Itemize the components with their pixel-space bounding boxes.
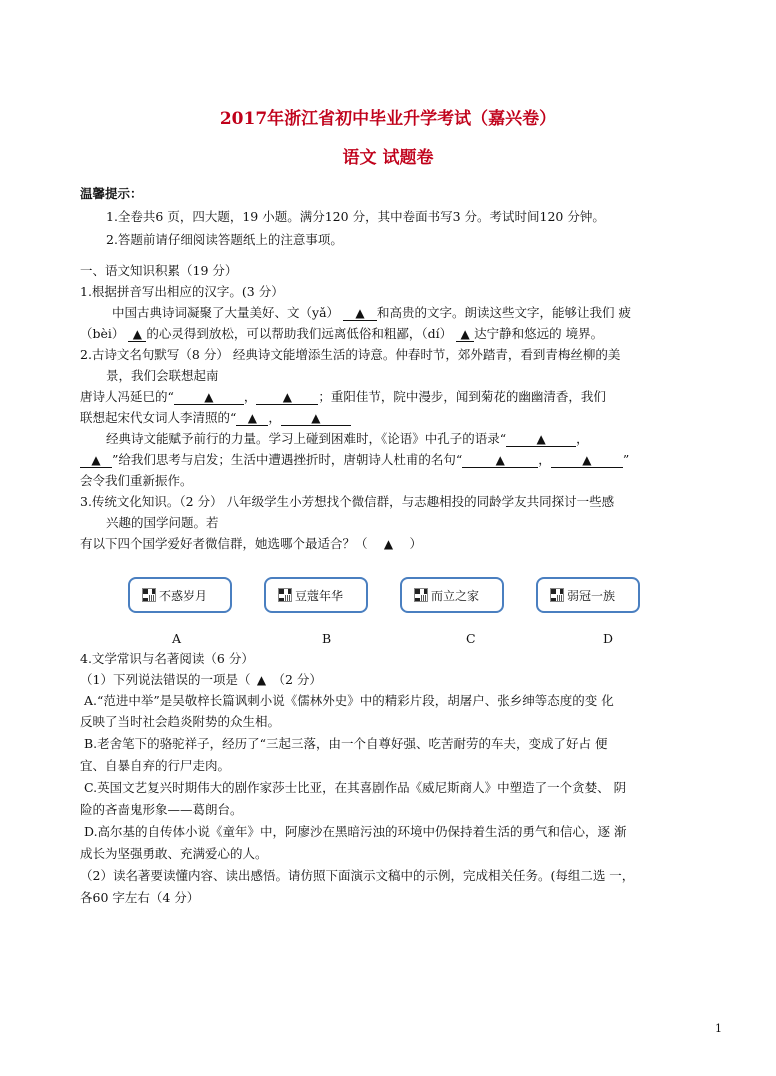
q3-text: ） (409, 536, 423, 551)
answer-blank[interactable] (281, 411, 351, 426)
triangle-icon: ▲ (383, 537, 394, 551)
answer-blank[interactable] (551, 453, 623, 468)
triangle-icon: ▲ (460, 327, 470, 341)
qr-code-icon (550, 588, 564, 602)
q4-option-c-line-1: C.英国文艺复兴时期伟大的剧作家莎士比亚，在其喜剧作品《威尼斯商人》中塑造了一个贪婪、 阴 (84, 780, 627, 795)
q1-text: 和高贵的文字。朗读这些文字，能够让我们 疲 (377, 305, 631, 320)
q4-sub2-line-1: （2）读名著要读懂内容、读出感悟。请仿照下面演示文稿中的示例，完成相关任务。(每组二选 一， (80, 868, 635, 883)
wechat-group-option-d[interactable] (536, 577, 640, 613)
q1-text: （bèi） (80, 326, 125, 341)
notice-item-2: 2.答题前请仔细阅读答题纸上的注意事项。 (106, 232, 343, 247)
answer-blank[interactable] (256, 390, 318, 405)
wechat-group-name: 而立之家 (431, 588, 480, 603)
wechat-group-option-b[interactable] (264, 577, 368, 613)
answer-blank[interactable] (128, 327, 146, 342)
option-label-a: A (172, 631, 182, 646)
q4-option-a-line-1: A.“范进中举”是吴敬梓长篇讽刺小说《儒林外史》中的精彩片段，胡屠户、张乡绅等态度的变 化 (84, 693, 614, 708)
triangle-icon: ▲ (247, 411, 258, 425)
q2-line-7: 会令我们重新振作。 (80, 473, 193, 488)
q2-text: ；重阳佳节，院中漫步，闻到菊花的幽幽清香，我们 (318, 389, 606, 404)
triangle-icon: ▲ (355, 306, 365, 320)
q4-option-a-line-2: 反映了当时社会趋炎附势的众生相。 (80, 714, 281, 729)
triangle-icon: ▲ (495, 453, 505, 467)
notice-item-1: 1.全卷共6 页，四大题，19 小题。满分120 分，其中卷面书写3 分。考试时间120 分钟。 (106, 209, 605, 224)
q4-option-c-line-2: 险的吝啬鬼形象——葛朗台。 (80, 802, 243, 817)
page-number: 1 (715, 1022, 722, 1035)
q2-line-2: 景，我们会联想起南 (106, 368, 219, 383)
q2-text: 经典诗文能赋予前行的力量。学习上碰到困难时，《论语》中孔子的语录“ (106, 431, 507, 446)
q4-option-b-line-1: B.老舍笔下的骆驼祥子，经历了“三起三落，由一个自尊好强、吃苦耐劳的车夫，变成了好占 便 (84, 736, 608, 751)
q4-option-b-line-2: 宜、自暴自弃的行尸走肉。 (80, 758, 231, 773)
q4-heading: 4.文学常识与名著阅读（6 分） (80, 651, 254, 666)
triangle-icon: ▲ (132, 327, 142, 341)
triangle-icon: ▲ (256, 673, 267, 687)
q2-text: ， (538, 452, 551, 467)
section-1-heading: 一、语文知识积累（19 分） (80, 263, 238, 278)
q1-line-1 (112, 305, 631, 321)
notice-heading: 温馨提示： (80, 186, 143, 201)
exam-title: 2017年浙江省初中毕业升学考试（嘉兴卷） (219, 109, 557, 129)
q2-line-6 (80, 452, 629, 468)
triangle-icon: ▲ (582, 453, 592, 467)
answer-blank[interactable] (456, 327, 474, 342)
answer-blank[interactable] (368, 536, 410, 552)
option-label-c: C (466, 631, 476, 646)
answer-blank[interactable] (236, 411, 268, 426)
q2-text: ， (576, 431, 589, 446)
q2-text: ” (622, 452, 630, 467)
q2-text: ， (268, 410, 281, 425)
wechat-group-name: 不惑岁月 (159, 588, 208, 603)
q3-text: 有以下四个国学爱好者微信群，她选哪个最适合？（ (80, 536, 368, 551)
q3-line-2: 兴趣的国学问题。若 (106, 515, 219, 530)
q1-text: 中国古典诗词凝聚了大量美好、文（yǎ） (112, 305, 340, 320)
triangle-icon: ▲ (91, 453, 101, 467)
q3-line-3 (80, 536, 422, 552)
q3-line-1: 3.传统文化知识。（2 分） 八年级学生小芳想找个微信群，与志趣相投的同龄学友共同探讨一些感 (80, 494, 615, 509)
answer-blank[interactable] (174, 390, 244, 405)
q4-option-d-line-1: D.高尔基的自传体小说《童年》中，阿廖沙在黑暗污浊的环境中仍保持着生活的勇气和信心，逐 渐 (84, 824, 627, 839)
triangle-icon: ▲ (311, 411, 321, 425)
q4-sub1 (80, 672, 322, 688)
q2-line-3 (80, 389, 606, 405)
wechat-group-name: 豆蔻年华 (295, 588, 344, 603)
q2-text: 联想起宋代女词人李清照的“ (80, 410, 237, 425)
answer-blank[interactable] (250, 672, 272, 688)
q2-line-4 (80, 410, 351, 426)
qr-code-icon (278, 588, 292, 602)
q2-line-5 (106, 431, 589, 447)
q1-text: 的心灵得到放松，可以帮助我们远离低俗和粗鄙，（dí） (146, 326, 453, 341)
triangle-icon: ▲ (282, 390, 293, 404)
answer-blank[interactable] (80, 453, 112, 468)
wechat-group-name: 弱冠一族 (567, 588, 616, 603)
q2-text: ”给我们思考与启发；生活中遭遇挫折时，唐朝诗人杜甫的名句“ (112, 452, 463, 467)
triangle-icon: ▲ (536, 432, 546, 446)
triangle-icon: ▲ (204, 390, 214, 404)
q1-prompt: 1.根据拼音写出相应的汉字。(3 分） (80, 284, 284, 299)
q4-sub2-line-2: 各60 字左右（4 分） (80, 890, 200, 905)
wechat-group-option-c[interactable] (400, 577, 504, 613)
option-label-b: B (322, 631, 332, 646)
qr-code-icon (414, 588, 428, 602)
option-label-d: D (603, 631, 614, 646)
q2-text: ， (243, 389, 257, 404)
q1-text: 达宁静和悠远的 境界。 (474, 326, 604, 341)
q1-line-2 (80, 326, 603, 342)
answer-blank[interactable] (343, 306, 377, 321)
q4-text: （2 分） (272, 672, 322, 687)
q2-line-1: 2.古诗文名句默写（8 分） 经典诗文能增添生活的诗意。仲春时节，郊外踏青，看到青梅丝柳的美 (80, 347, 621, 362)
q4-text: （1）下列说法错误的一项是（ (80, 672, 251, 687)
qr-code-icon (142, 588, 156, 602)
q4-option-d-line-2: 成长为坚强勇敢、充满爱心的人。 (80, 846, 268, 861)
q2-text: 唐诗人冯延巳的“ (80, 389, 174, 404)
answer-blank[interactable] (506, 432, 576, 447)
answer-blank[interactable] (462, 453, 538, 468)
wechat-group-option-a[interactable] (128, 577, 232, 613)
exam-subtitle: 语文 试题卷 (342, 148, 434, 168)
